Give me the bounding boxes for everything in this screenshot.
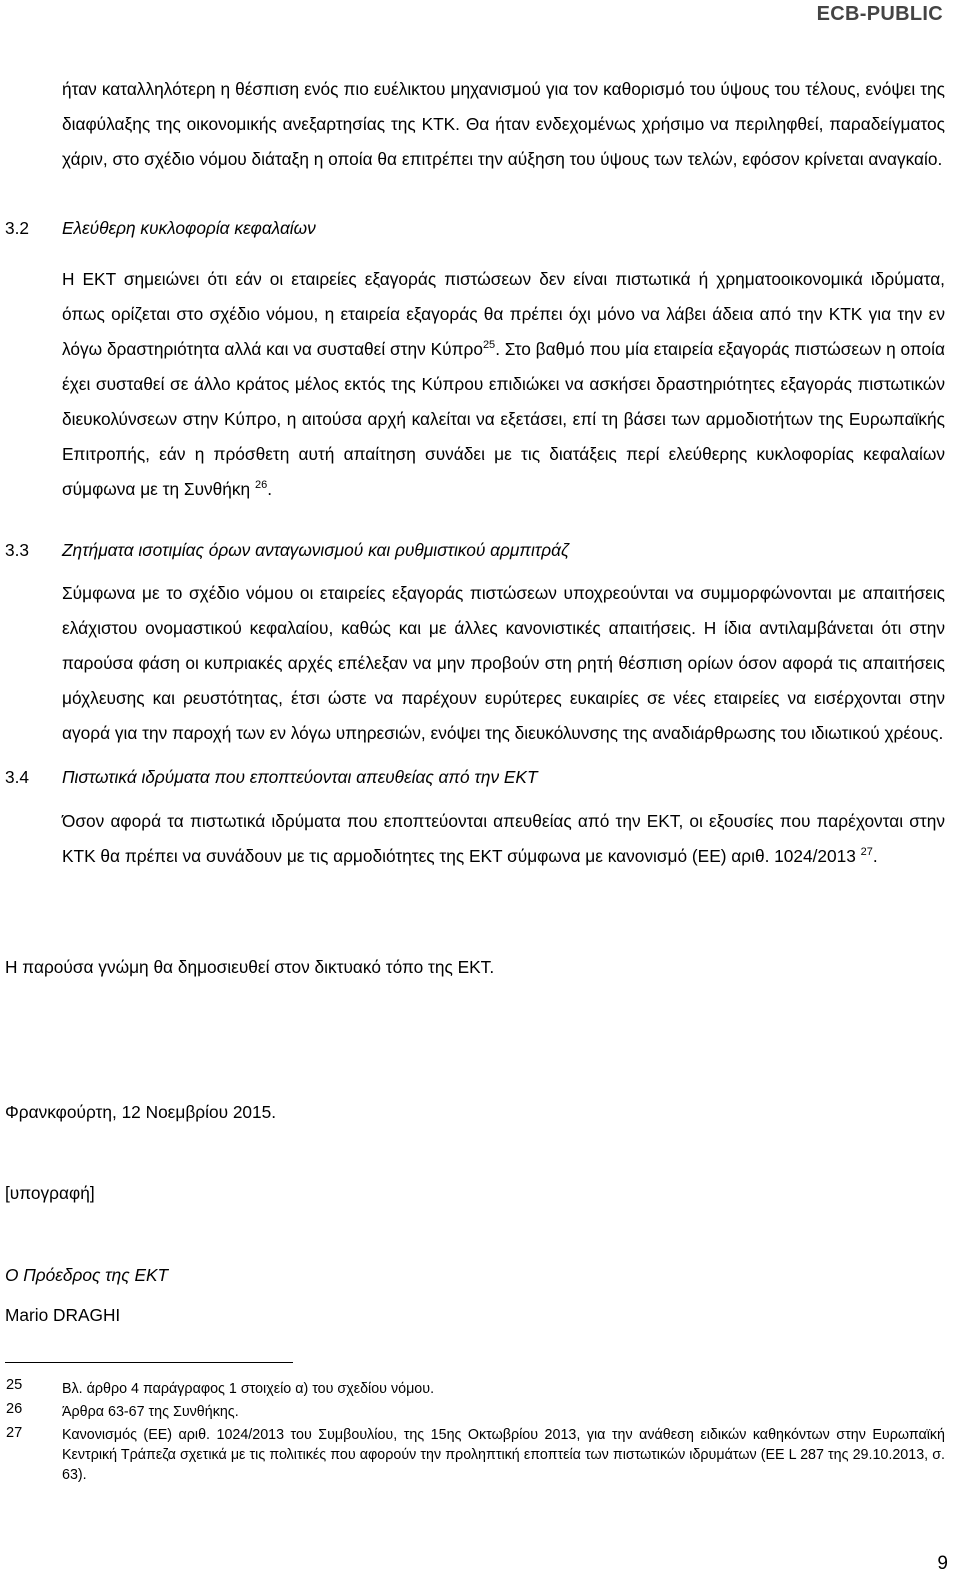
intro-paragraph-text: ήταν καταλληλότερη η θέσπιση ενός πιο ευέλικτου μηχανισμού για τον καθορισμό του ύψους του τέλους, ενόψει της διαφύλαξης της οικονομικής ανεξαρτησίας της ΚΤΚ. Θα ήταν ενδεχομένως χρήσιμο να περιληφθεί, παραδείγματος χάριν, στο σχέδιο νόμου διάταξη η οποία θα επιτρέπει την αύξηση του ύψους των τελών, εφόσον κρίνεται αναγκαίο. bbox=[62, 79, 945, 169]
section-title: Ζητήματα ισοτιμίας όρων ανταγωνισμού και ρυθμιστικού αρμπιτράζ bbox=[62, 540, 570, 560]
page-number: 9 bbox=[937, 1553, 948, 1574]
section-title: Πιστωτικά ιδρύματα που εποπτεύονται απευθείας από την ΕΚΤ bbox=[62, 767, 538, 787]
footnote-number: 26 bbox=[6, 1401, 23, 1417]
footnote-text: Άρθρα 63-67 της Συνθήκης. bbox=[62, 1404, 239, 1420]
footnote-number: 25 bbox=[6, 1377, 23, 1393]
section-number: 3.2 bbox=[5, 218, 30, 238]
footnote-list bbox=[62, 1379, 945, 1488]
section-body-text: . Στο βαθμό που μία εταιρεία εξαγοράς πιστώσεων η οποία έχει συσταθεί σε άλλο κράτος μέλος εκτός της Κύπρου επιδιώκει να ασκήσει δραστηριότητες εξαγοράς πιστωτικών διευκολύνσεων στην Κύπρο, η αιτούσα αρχή καλείται να εξετάσει, επί τη βάσει των αρμοδιοτήτων της Ευρωπαϊκής Επιτροπής, εάν η πρόσθετη αυτή απαίτηση συνάδει με τις διατάξεις περί ελεύθερης κυκλοφορίας κεφαλαίων σύμφωνα με τη Συνθήκη bbox=[62, 339, 945, 499]
footnote-text: Κανονισμός (ΕΕ) αριθ. 1024/2013 του Συμβουλίου, της 15ης Οκτωβρίου 2013, για την ανάθεση ειδικών καθηκόντων στην Ευρωπαϊκή Κεντρική Τράπεζα σχετικά με τις πολιτικές που αφορούν την προληπτική εποπτεία των πιστωτικών ιδρυμάτων (ΕΕ L 287 της 29.10.2013, σ. 63). bbox=[62, 1427, 945, 1483]
section-body: Σύμφωνα με το σχέδιο νόμου οι εταιρείες εξαγοράς πιστώσεων υποχρεούνται να συμμορφώνονται με απαιτήσεις ελάχιστου ονομαστικού κεφαλαίου, καθώς και με άλλες κανονιστικές απαιτήσεις. Η ίδια αντιλαμβάνεται ότι στην παρούσα φάση οι κυπριακές αρχές επέλεξαν να μην προβούν στη ρητή θέσπιση ορίων όσον αφορά τις απαιτήσεις μόχλευσης και ρευστότητας, έτσι ώστε να παρέχουν ευρύτερες ευκαιρίες σε νέες εταιρείες να εισέρχονται στην αγορά για την παροχή των εν λόγω υπηρεσιών, ενόψει της διευκόλυνσης της αναδιάρθρωσης του ιδιωτικού χρέους. bbox=[62, 583, 945, 743]
section-body-text: . bbox=[267, 479, 273, 499]
footnote-text: Βλ. άρθρο 4 παράγραφος 1 στοιχείο α) του σχεδίου νόμου. bbox=[62, 1381, 435, 1397]
classification-label: ECB-PUBLIC bbox=[816, 3, 943, 25]
footnote-ref[interactable]: 26 bbox=[254, 479, 268, 492]
publication-note: Η παρούσα γνώμη θα δημοσιευθεί στον δικτυακό τόπο της ΕΚΤ. bbox=[5, 957, 495, 977]
footnote-number: 27 bbox=[6, 1425, 23, 1441]
section-number: 3.3 bbox=[5, 540, 30, 560]
footnote-separator bbox=[5, 1362, 293, 1363]
section-body-text: . bbox=[872, 846, 878, 866]
signatory-name: Mario DRAGHI bbox=[5, 1305, 121, 1325]
signatory-role: Ο Πρόεδρος της ΕΚΤ bbox=[5, 1265, 169, 1285]
section-body bbox=[62, 804, 945, 874]
signature-placeholder: [υπογραφή] bbox=[5, 1183, 95, 1203]
section-body bbox=[62, 262, 945, 507]
section-body-text: Η ΕΚΤ σημειώνει ότι εάν οι εταιρείες εξαγοράς πιστώσεων δεν είναι πιστωτικά ή χρηματοοικονομικά ιδρύματα, όπως ορίζεται στο σχέδιο νόμου, η εταιρεία εξαγοράς θα πρέπει όχι μόνο να λάβει άδεια από την ΚΤΚ για την εν λόγω δραστηριότητα αλλά και να συσταθεί στην Κύπρο bbox=[62, 269, 945, 359]
footnote-numbers bbox=[6, 1373, 22, 1445]
footnote-ref[interactable]: 25 bbox=[482, 339, 496, 352]
place-date: Φρανκφούρτη, 12 Νοεμβρίου 2015. bbox=[5, 1102, 277, 1122]
section-body-text: Όσον αφορά τα πιστωτικά ιδρύματα που εποπτεύονται απευθείας από την ΕΚΤ, οι εξουσίες που παρέχονται στην ΚΤΚ θα πρέπει να συνάδουν με τις αρμοδιότητες της ΕΚΤ σύμφωνα με κανονισμό (ΕΕ) αριθ. 1024/2013 bbox=[62, 811, 945, 866]
intro-paragraph bbox=[62, 72, 945, 177]
footnote-ref[interactable]: 27 bbox=[860, 846, 873, 859]
section-title: Ελεύθερη κυκλοφορία κεφαλαίων bbox=[62, 218, 316, 238]
section-number: 3.4 bbox=[5, 767, 30, 787]
